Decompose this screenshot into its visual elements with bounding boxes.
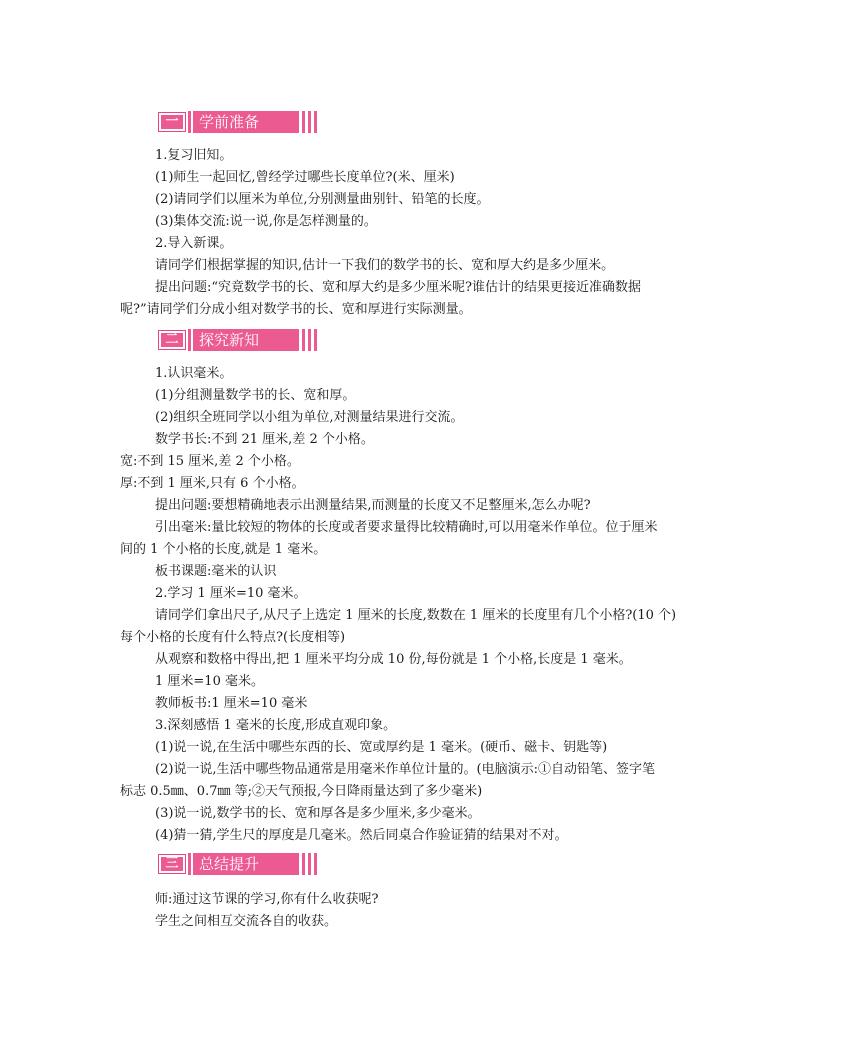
text-line: (1)分组测量数学书的长、宽和厚。 <box>155 388 356 403</box>
text-line: (2)请同学们以厘米为单位,分别测量曲别针、铅笔的长度。 <box>155 192 490 207</box>
text-line: 提出问题:“究竟数学书的长、宽和厚大约是多少厘米呢?谁估计的结果更接近准确数据 <box>155 280 641 295</box>
decor-stripe <box>314 329 317 351</box>
text-line: 1 厘米=10 毫米。 <box>155 674 264 689</box>
text-line: 呢?”请同学们分成小组对数学书的长、宽和厚进行实际测量。 <box>120 302 472 317</box>
section-number: 一 <box>161 115 183 129</box>
text-line: (4)猜一猜,学生尺的厚度是几毫米。然后同桌合作验证猜的结果对不对。 <box>155 828 568 843</box>
text-line: 3.深刻感悟 1 毫米的长度,形成直观印象。 <box>155 718 397 733</box>
section-number: 二 <box>161 333 183 347</box>
text-line: (3)说一说,数学书的长、宽和厚各是多少厘米,多少毫米。 <box>155 806 481 821</box>
text-line: 提出问题:要想精确地表示出测量结果,而测量的长度又不足整厘米,怎么办呢? <box>155 498 591 513</box>
text-line: 标志 0.5㎜、0.7㎜ 等;②天气预报,今日降雨量达到了多少毫米) <box>120 784 483 799</box>
text-line: 2.导入新课。 <box>155 236 233 251</box>
text-line: (1)说一说,在生活中哪些东西的长、宽或厚约是 1 毫米。(硬币、磁卡、钥匙等) <box>155 740 608 755</box>
section-title: 探究新知 <box>193 329 299 351</box>
section-number-box <box>158 330 186 350</box>
decor-bar <box>188 111 191 133</box>
text-line: (2)组织全班同学以小组为单位,对测量结果进行交流。 <box>155 410 464 425</box>
text-line: 数学书长:不到 21 厘米,差 2 个小格。 <box>155 432 374 447</box>
decor-stripe <box>314 853 317 875</box>
decor-bar <box>188 329 191 351</box>
text-line: 请同学们根据掌握的知识,估计一下我们的数学书的长、宽和厚大约是多少厘米。 <box>155 258 615 273</box>
decor-bar <box>188 853 191 875</box>
text-line: 引出毫米:量比较短的物体的长度或者要求量得比较精确时,可以用毫米作单位。位于厘米 <box>155 520 658 535</box>
text-line: 从观察和数格中得出,把 1 厘米平均分成 10 份,每份就是 1 个小格,长度是 1 毫米。 <box>155 652 632 667</box>
section-header-2 <box>158 329 317 351</box>
text-line: 学生之间相互交流各自的收获。 <box>155 914 338 929</box>
text-line: 请同学们拿出尺子,从尺子上选定 1 厘米的长度,数数在 1 厘米的长度里有几个小格?(10 个) <box>155 608 677 623</box>
text-line: 板书课题:毫米的认识 <box>155 564 277 579</box>
text-line: 教师板书:1 厘米=10 毫米 <box>155 696 308 711</box>
section-title: 学前准备 <box>193 111 299 133</box>
text-line: 每个小格的长度有什么特点?(长度相等) <box>120 630 346 645</box>
decor-stripe <box>308 329 311 351</box>
section-number-box <box>158 854 186 874</box>
text-line: 厚:不到 1 厘米,只有 6 个小格。 <box>120 476 305 491</box>
decor-stripe <box>302 111 305 133</box>
text-line: 师:通过这节课的学习,你有什么收获呢? <box>155 892 379 907</box>
section-header-1 <box>158 111 317 133</box>
text-line: 1.认识毫米。 <box>155 366 233 381</box>
text-line: 1.复习旧知。 <box>155 148 233 163</box>
text-line: 间的 1 个小格的长度,就是 1 毫米。 <box>120 542 327 557</box>
section-number-box <box>158 112 186 132</box>
text-line: 宽:不到 15 厘米,差 2 个小格。 <box>120 454 300 469</box>
text-line: (1)师生一起回忆,曾经学过哪些长度单位?(米、厘米) <box>155 170 455 185</box>
section-title: 总结提升 <box>193 853 299 875</box>
text-line: (2)说一说,生活中哪些物品通常是用毫米作单位计量的。(电脑演示:①自动铅笔、签字笔 <box>155 762 655 777</box>
section-number: 三 <box>161 857 183 871</box>
decor-stripe <box>302 853 305 875</box>
decor-stripe <box>308 111 311 133</box>
decor-stripe <box>314 111 317 133</box>
text-line: 2.学习 1 厘米=10 毫米。 <box>155 586 307 601</box>
decor-stripe <box>308 853 311 875</box>
decor-stripe <box>302 329 305 351</box>
section-header-3 <box>158 853 317 875</box>
text-line: (3)集体交流:说一说,你是怎样测量的。 <box>155 214 377 229</box>
